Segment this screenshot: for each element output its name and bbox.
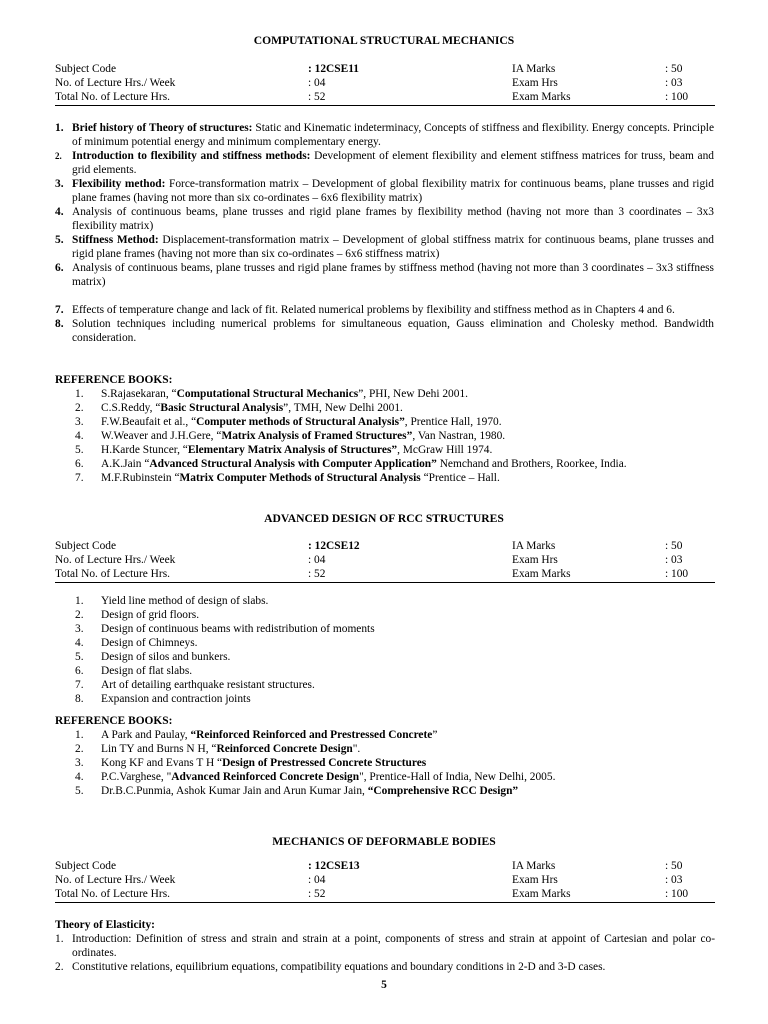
- info-value: : 04: [308, 77, 326, 89]
- info-value: : 52: [308, 888, 326, 900]
- info-label: No. of Lecture Hrs./ Week: [55, 77, 176, 89]
- info-row: [55, 567, 715, 581]
- info-value: : 04: [308, 874, 326, 886]
- info-label: Exam Hrs: [512, 554, 558, 566]
- course-info-table: [55, 62, 715, 106]
- info-label: Subject Code: [55, 63, 117, 75]
- syllabus-topics: [55, 932, 715, 974]
- topic-item: 6. Design of flat slabs.: [75, 665, 193, 677]
- topic-item: 1. Yield line method of design of slabs.: [75, 595, 269, 607]
- reference-item: 7. M.F.Rubinstein “Matrix Computer Methods of Structural Analysis “Prentice – Hall.: [75, 472, 500, 484]
- reference-heading: REFERENCE BOOKS:: [55, 715, 173, 727]
- info-row: [55, 90, 715, 104]
- info-value: : 12CSE13: [308, 860, 360, 872]
- info-value: : 100: [665, 568, 689, 580]
- info-label: No. of Lecture Hrs./ Week: [55, 874, 176, 886]
- topic-item: 5. Design of silos and bunkers.: [75, 651, 231, 663]
- info-label: Subject Code: [55, 540, 117, 552]
- section-title: COMPUTATIONAL STRUCTURAL MECHANICS: [253, 34, 515, 47]
- info-row: [55, 62, 715, 76]
- info-label: Total No. of Lecture Hrs.: [55, 568, 170, 580]
- reference-list: [75, 728, 715, 798]
- info-label: Total No. of Lecture Hrs.: [55, 91, 170, 103]
- section-title: MECHANICS OF DEFORMABLE BODIES: [272, 835, 496, 848]
- reference-item: 4. W.Weaver and J.H.Gere, “Matrix Analysis of Framed Structures”, Van Nastran, 1980.: [75, 430, 506, 442]
- info-label: IA Marks: [512, 860, 556, 872]
- info-label: Exam Marks: [512, 91, 571, 103]
- info-value: : 12CSE11: [308, 63, 359, 75]
- topic-item: 4. Design of Chimneys.: [75, 637, 198, 649]
- reference-item: 1. A Park and Paulay, “Reinforced Reinforced and Prestressed Concrete”: [75, 729, 438, 741]
- topic-item: 3. Flexibility method: Force-transformation matrix – Development of global flexibility matrix for continuous beams, plane trusses and rigid plane frames (having not more than six co-ordinates – 6x6 flexibility matrix): [55, 178, 714, 204]
- reference-item: 4. P.C.Varghese, "Advanced Reinforced Concrete Design", Prentice-Hall of India, New Delhi, 2005.: [75, 771, 556, 783]
- reference-item: 6. A.K.Jain “Advanced Structural Analysis with Computer Application” Nemchand and Brothers, Roorkee, India.: [75, 458, 627, 470]
- reference-item: 5. Dr.B.C.Punmia, Ashok Kumar Jain and Arun Kumar Jain, “Comprehensive RCC Design”: [75, 785, 519, 797]
- info-label: Exam Hrs: [512, 77, 558, 89]
- topic-item: 7. Art of detailing earthquake resistant structures.: [75, 679, 315, 691]
- info-value: : 100: [665, 91, 689, 103]
- subsection-heading: Theory of Elasticity:: [55, 919, 155, 931]
- topic-item: 3. Design of continuous beams with redistribution of moments: [75, 623, 375, 635]
- topic-item: 7. Effects of temperature change and lack of fit. Related numerical problems by flexibility and stiffness method as in Chapters 4 and 6.: [55, 304, 675, 316]
- info-row: [55, 873, 715, 887]
- topic-item: 2. Constitutive relations, equilibrium equations, compatibility equations and boundary conditions in 2-D and 3-D cases.: [55, 961, 606, 973]
- info-value: : 03: [665, 77, 683, 89]
- info-value: : 03: [665, 874, 683, 886]
- info-value: : 52: [308, 568, 326, 580]
- reference-item: 3. Kong KF and Evans T H “Design of Prestressed Concrete Structures: [75, 757, 427, 769]
- topic-item: 1. Brief history of Theory of structures: Static and Kinematic indeterminacy, Concepts of stiffness and flexibility. Energy concepts. Principle of minimum potential energy and minimum complementary energy.: [55, 122, 714, 148]
- info-label: Exam Marks: [512, 568, 571, 580]
- info-label: Subject Code: [55, 860, 117, 872]
- topic-item: 2. Design of grid floors.: [75, 609, 200, 621]
- syllabus-topics: [75, 594, 715, 706]
- info-label: IA Marks: [512, 63, 556, 75]
- info-value: : 04: [308, 554, 326, 566]
- info-row: [55, 76, 715, 90]
- info-value: : 03: [665, 554, 683, 566]
- topic-item: 4. Analysis of continuous beams, plane trusses and rigid plane frames by flexibility method (having not more than 3 coordinates – 3x3 flexibility matrix): [55, 206, 714, 232]
- info-label: Total No. of Lecture Hrs.: [55, 888, 170, 900]
- reference-item: 5. H.Karde Stuncer, “Elementary Matrix Analysis of Structures”, McGraw Hill 1974.: [75, 444, 493, 456]
- reference-item: 2. Lin TY and Burns N H, “Reinforced Concrete Design".: [75, 743, 361, 755]
- reference-list: [75, 387, 715, 485]
- reference-item: 2. C.S.Reddy, “Basic Structural Analysis”, TMH, New Delhi 2001.: [75, 402, 403, 414]
- info-value: : 50: [665, 860, 683, 872]
- info-row: [55, 539, 715, 553]
- info-row: [55, 859, 715, 873]
- section-title: ADVANCED DESIGN OF RCC STRUCTURES: [264, 512, 504, 525]
- course-info-table: [55, 539, 715, 583]
- syllabus-topics: [55, 121, 714, 345]
- info-label: Exam Marks: [512, 888, 571, 900]
- reference-item: 3. F.W.Beaufait et al., “Computer methods of Structural Analysis”, Prentice Hall, 1970.: [75, 416, 502, 428]
- info-value: : 50: [665, 63, 683, 75]
- info-value: : 50: [665, 540, 683, 552]
- topic-item: 2. Introduction to flexibility and stiffness methods: Development of element flexibility and element stiffness matrices for truss, beam and grid elements.: [55, 150, 714, 176]
- info-value: : 100: [665, 888, 689, 900]
- info-label: IA Marks: [512, 540, 556, 552]
- topic-item: 8. Solution techniques including numerical problems for simultaneous equation, Gauss elimination and Cholesky method. Bandwidth consideration.: [55, 318, 714, 344]
- topic-item: 1. Introduction: Definition of stress and strain and strain at a point, components of stress and strain at appoint of Cartesian and polar co-ordinates.: [55, 933, 715, 959]
- page-number: 5: [381, 979, 387, 991]
- info-row: [55, 553, 715, 567]
- topic-item: 5. Stiffness Method: Displacement-transformation matrix – Development of global stiffness matrix for continuous beams, plane trusses and rigid plane frames (having not more than six co-ordinates – 6x6 stiffness matrix): [55, 234, 714, 260]
- info-row: [55, 887, 715, 901]
- info-value: : 12CSE12: [308, 540, 360, 552]
- reference-item: 1. S.Rajasekaran, “Computational Structural Mechanics”, PHI, New Dehi 2001.: [75, 388, 468, 400]
- course-info-table: [55, 859, 715, 903]
- info-label: Exam Hrs: [512, 874, 558, 886]
- reference-heading: REFERENCE BOOKS:: [55, 374, 173, 386]
- topic-item: 8. Expansion and contraction joints: [75, 693, 251, 705]
- info-label: No. of Lecture Hrs./ Week: [55, 554, 176, 566]
- info-value: : 52: [308, 91, 326, 103]
- topic-item: 6. Analysis of continuous beams, plane trusses and rigid plane frames by stiffness method (having not more than 3 coordinates – 3x3 stiffness matrix): [55, 262, 714, 288]
